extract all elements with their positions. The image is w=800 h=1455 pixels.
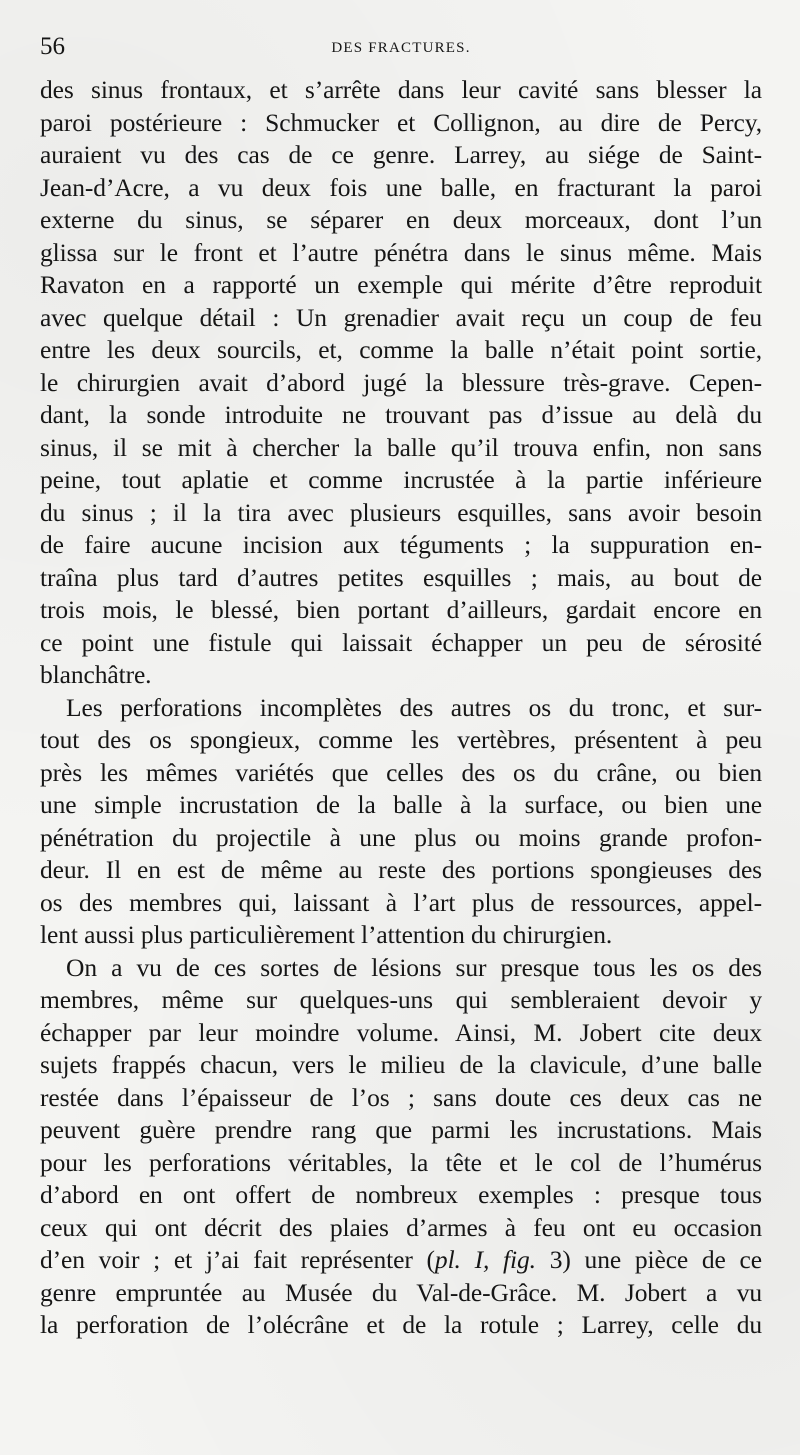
text-line: sinus, il se mit à chercher la balle qu’il trouva enfin, non sans [40,432,762,462]
text-line: pénétration du projectile à une plus ou moins grande profon- [40,822,762,852]
text-line: avec quelque détail : Un grenadier avait reçu un coup de feu [40,302,762,332]
text-line: échapper par leur moindre volume. Ainsi, M. Jobert cite deux [40,1017,762,1047]
figure-ref-before: d’en voir ; et j’ai fait représenter ( [40,1245,435,1274]
text-line: sujets frappés chacun, vers le milieu de la clavicule, d’une balle [40,1050,762,1079]
text-line: peuvent guère prendre rang que parmi les incrustations. Mais [40,1115,762,1144]
text-line: genre empruntée au Musée du Val-de-Grâce. M. Jobert a vu [40,1277,762,1307]
text-line: ceux qui ont décrit des plaies d’armes à feu ont eu occasion [40,1212,762,1242]
text-line: On a vu de ces sortes de lésions sur presque tous les os des [66,952,762,982]
text-line: trois mois, le blessé, bien portant d’ailleurs, gardait encore en [40,595,762,624]
text-line: ce point une fistule qui laissait échapper un peu de sérosité [40,627,762,657]
text-line: lent aussi plus particulièrement l’attention du chirurgien. [40,920,613,949]
text-line: Les perforations incomplètes des autres os du tronc, et sur- [66,692,762,722]
running-head [40,30,762,70]
text-line: peine, tout aplatie et comme incrustée à la partie inférieure [40,465,762,494]
text-line: restée dans l’épaisseur de l’os ; sans doute ces deux cas ne [40,1082,762,1112]
text-line: tout des os spongieux, comme les vertèbres, présentent à peu [40,725,762,754]
page-number: 56 [40,33,65,60]
text-line: externe du sinus, se séparer en deux morceaux, dont l’un [40,205,762,234]
text-line: entre les deux sourcils, et, comme la balle n’était point sortie, [40,335,762,364]
figure-ref-after: 3) une pièce de ce [535,1245,762,1274]
running-title: DES FRACTURES. [331,40,471,56]
text-line: Ravaton en a rapporté un exemple qui mérite d’être reproduit [40,270,762,299]
text-line: une simple incrustation de la balle à la surface, ou bien une [40,790,762,819]
paragraph-3 [40,952,762,1342]
figure-reference-line [40,1244,762,1277]
text-line: deur. Il en est de même au reste des portions spongieuses des [40,855,762,884]
text-line: membres, même sur quelques-uns qui sembleraient devoir y [40,985,762,1014]
text-line: d’abord en ont offert de nombreux exemples : presque tous [40,1180,762,1209]
figure-ref-italic: pl. I, fig. [434,1245,536,1274]
paragraph-2 [40,692,762,952]
text-line: dant, la sonde introduite ne trouvant pas d’issue au delà du [40,400,762,429]
text-line: du sinus ; il la tira avec plusieurs esquilles, sans avoir besoin [40,497,762,527]
text-line: auraient vu des cas de ce genre. Larrey, au siége de Saint- [40,140,762,169]
text-line: Jean-d’Acre, a vu deux fois une balle, en fracturant la paroi [40,172,762,202]
text-line: paroi postérieure : Schmucker et Collignon, au dire de Percy, [40,107,762,137]
text-line: le chirurgien avait d’abord jugé la blessure très-grave. Cepen- [40,367,762,397]
text-line: glissa sur le front et l’autre pénétra dans le sinus même. Mais [40,237,762,267]
text-line: pour les perforations véritables, la tête et le col de l’humérus [40,1147,762,1177]
text-line: des sinus frontaux, et s’arrête dans leur cavité sans blesser la [40,75,762,104]
text-line: de faire aucune incision aux téguments ; la suppuration en- [40,530,762,559]
text-line: os des membres qui, laissant à l’art plus de ressources, appel- [40,887,762,917]
body-text [40,74,762,1342]
text-line: près les mêmes variétés que celles des os du crâne, ou bien [40,757,762,787]
text-line: blanchâtre. [40,660,152,689]
paragraph-1 [40,74,762,692]
text-line: traîna plus tard d’autres petites esquilles ; mais, au bout de [40,562,762,592]
text-line: la perforation de l’olécrâne et de la rotule ; Larrey, celle du [40,1310,762,1339]
